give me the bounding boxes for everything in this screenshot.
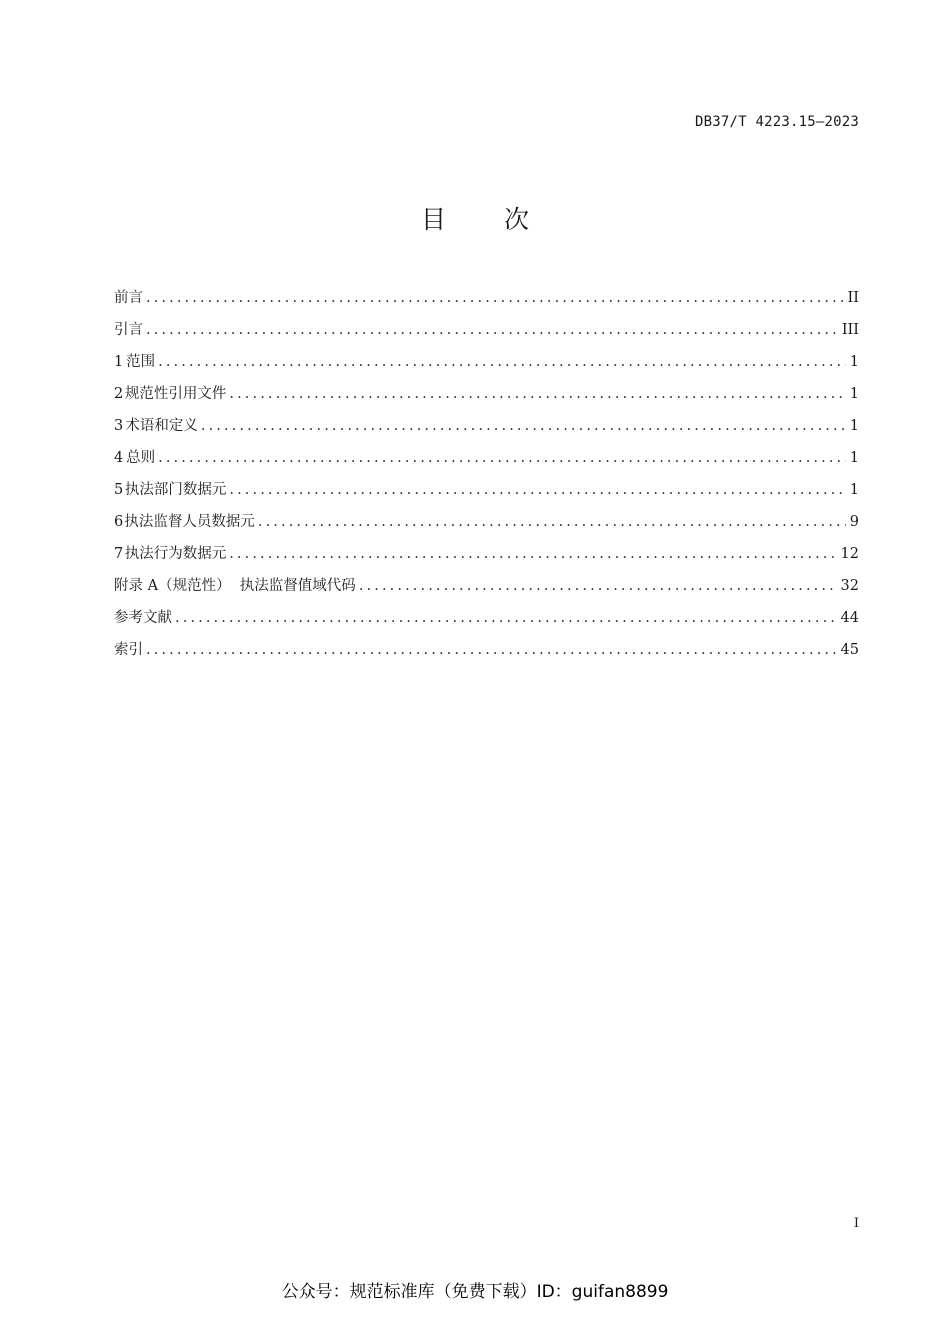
toc-entry-introduction[interactable] [114, 318, 859, 350]
toc-entry-foreword[interactable] [114, 286, 859, 318]
toc-entry-page: II [847, 290, 859, 306]
toc-entry-page: 9 [849, 514, 859, 530]
toc-entry-label: 附录 A（规范性） 执法监督值域代码 [114, 578, 356, 594]
toc-entry-label: 规范性引用文件 [124, 386, 227, 402]
toc-leader-dots [229, 386, 845, 402]
page-number: I [853, 1216, 859, 1231]
toc-entry-label: 索引 [114, 642, 143, 658]
toc-entry-index[interactable] [114, 638, 859, 670]
toc-leader-dots [229, 546, 836, 562]
toc-leader-dots [146, 290, 844, 306]
toc-entry-page: 1 [849, 418, 859, 434]
toc-leader-dots [359, 578, 837, 594]
toc-entry-page: 1 [849, 482, 859, 498]
standard-code: DB37/T 4223.15—2023 [695, 114, 859, 130]
toc-entry-scope[interactable] [114, 350, 859, 382]
title-char-1: 目 [420, 205, 446, 234]
toc-leader-dots [258, 514, 846, 530]
toc-entry-page: 1 [849, 450, 859, 466]
toc-entry-label: 前言 [114, 290, 143, 306]
toc-leader-dots [146, 642, 837, 658]
toc-entry-enforcement-behavior[interactable] [114, 542, 859, 574]
toc-entry-bibliography[interactable] [114, 606, 859, 638]
toc-entry-number: 3 [114, 418, 124, 434]
toc-entry-label: 术语和定义 [125, 418, 198, 434]
toc-entry-number: 5 [114, 482, 124, 498]
toc-leader-dots [146, 322, 838, 338]
toc-entry-terms-definitions[interactable] [114, 414, 859, 446]
toc-entry-number: 6 [114, 514, 124, 530]
toc-leader-dots [158, 354, 846, 370]
toc-entry-label: 执法部门数据元 [124, 482, 227, 498]
toc-entry-number: 2 [114, 386, 124, 402]
toc-entry-normative-references[interactable] [114, 382, 859, 414]
toc-leader-dots [175, 610, 837, 626]
toc-leader-dots [158, 450, 846, 466]
toc-entry-page: III [841, 322, 859, 338]
toc-entry-general[interactable] [114, 446, 859, 478]
toc-entry-label: 范围 [126, 354, 156, 370]
toc-entry-number: 4 [114, 450, 124, 466]
title-char-2: 次 [504, 205, 530, 234]
toc-entry-number: 7 [114, 546, 124, 562]
toc-entry-page: 12 [840, 546, 859, 562]
toc-entry-label: 执法监督人员数据元 [124, 514, 255, 530]
footer-watermark-text: 公众号：规范标准库（免费下载）ID：guifan8899 [281, 1282, 669, 1302]
toc-entry-number: 1 [114, 354, 124, 370]
toc-leader-dots [229, 482, 845, 498]
toc-entry-page: 44 [840, 610, 859, 626]
toc-leader-dots [201, 418, 846, 434]
page-title [0, 200, 950, 236]
toc-entry-page: 45 [840, 642, 859, 658]
toc-entry-page: 1 [849, 354, 859, 370]
table-of-contents [114, 286, 859, 670]
toc-entry-label: 引言 [114, 322, 143, 338]
toc-entry-label: 总则 [126, 450, 156, 466]
toc-entry-label: 执法行为数据元 [124, 546, 227, 562]
toc-entry-appendix-a[interactable] [114, 574, 859, 606]
toc-entry-label: 参考文献 [114, 610, 172, 626]
toc-entry-page: 1 [849, 386, 859, 402]
toc-entry-page: 32 [840, 578, 859, 594]
toc-entry-supervision-personnel[interactable] [114, 510, 859, 542]
toc-entry-enforcement-dept[interactable] [114, 478, 859, 510]
